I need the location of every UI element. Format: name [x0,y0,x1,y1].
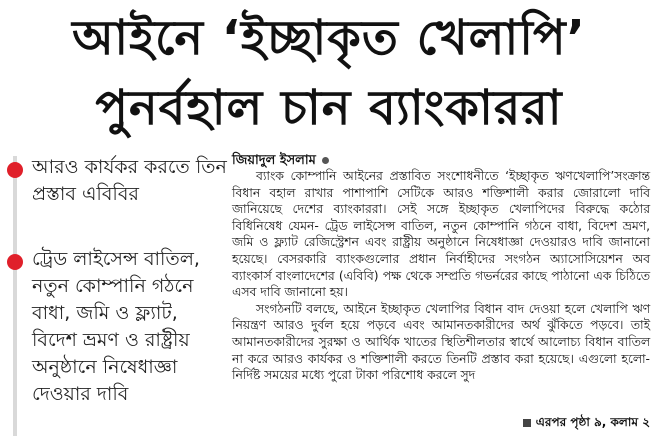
article-paragraph: সংগঠনটি বলছে, আইনে ইচ্ছাকৃত খেলাপির বিধান বাদ দেওয়া হলে খেলাপি ঋণ নিয়ন্ত্রণ আরও দুর্বল হয়ে পড়বে এবং আমানতকারীদের অর্থ ঝুঁকিতে পড়বে। তাই আমানতকারীদের সুরক্ষা ও আর্থিক খাতের স্থিতিশীলতার স্বার্থে আলোচ্য বিধান বাতিল না করে আরও কার্যকর ও শক্তিশালী করতে তিনটি প্রস্তাব করা হয়েছে। এগুলো হলো- নির্দিষ্ট সময়ের মধ্যে পুরো টাকা পরিশোধ করলে সুদ [232,301,650,383]
highlight-point: ট্রেড লাইসেন্স বাতিল, নতুন কোম্পানি গঠনে বাধা, জমি ও ফ্ল্যাট, বিদেশ ভ্রমণ ও রাষ্ট্রীয় অনুষ্ঠানে নিষেধাজ্ঞা দেওয়ার দাবি [32,248,200,405]
timeline-line [13,156,17,436]
article-body [232,168,650,384]
article-paragraph: ব্যাংক কোম্পানি আইনের প্রস্তাবিত সংশোধনীতে ‘ইচ্ছাকৃত ঋণখেলাপি’সংক্রান্ত বিধান বহাল রাখার পাশাপাশি সেটিকে আরও শক্তিশালী করার জোরালো দাবি জানিয়েছে দেশের ব্যাংকাররা। সেই সঙ্গে ইচ্ছাকৃত খেলাপিদের বিরুদ্ধে কঠোর বিধিনিষেধ যেমন- ট্রেড লাইসেন্স বাতিল, নতুন কোম্পানি গঠনে বাধা, বিদেশ ভ্রমণ, জমি ও ফ্ল্যাট রেজিস্ট্রেশন এবং রাষ্ট্রীয় অনুষ্ঠানে নিষেধাজ্ঞা দেওয়ারও দাবি জানানো হয়েছে। বেসরকারি ব্যাংকগুলোর প্রধান নির্বাহীদের সংগঠন অ্যাসোসিয়েশন অব ব্যাংকার্স বাংলাদেশের (এবিবি) পক্ষ থেকে সম্প্রতি গভর্নরের কাছে পাঠানো এক চিঠিতে এসব দাবি জানানো হয়। [232,169,650,300]
red-bullet-icon [7,162,23,178]
continued-reference [523,414,650,434]
byline-dot-icon [322,157,329,164]
byline-author: জিয়াদুল ইসলাম [232,153,316,168]
continued-label: এরপর পৃষ্ঠা ৯, কলাম ২ [535,415,650,429]
red-bullet-icon [7,254,23,270]
headline-line-2: পুনর্বহাল চান ব্যাংকাররা [95,80,563,136]
highlight-point: আরও কার্যকর করতে তিন প্রস্তাব এবিবির [32,156,227,205]
headline-line-1: আইনে ‘ইচ্ছাকৃত খেলাপি’ [72,10,586,66]
square-marker-icon [523,419,531,427]
highlights-sidebar [0,150,228,440]
